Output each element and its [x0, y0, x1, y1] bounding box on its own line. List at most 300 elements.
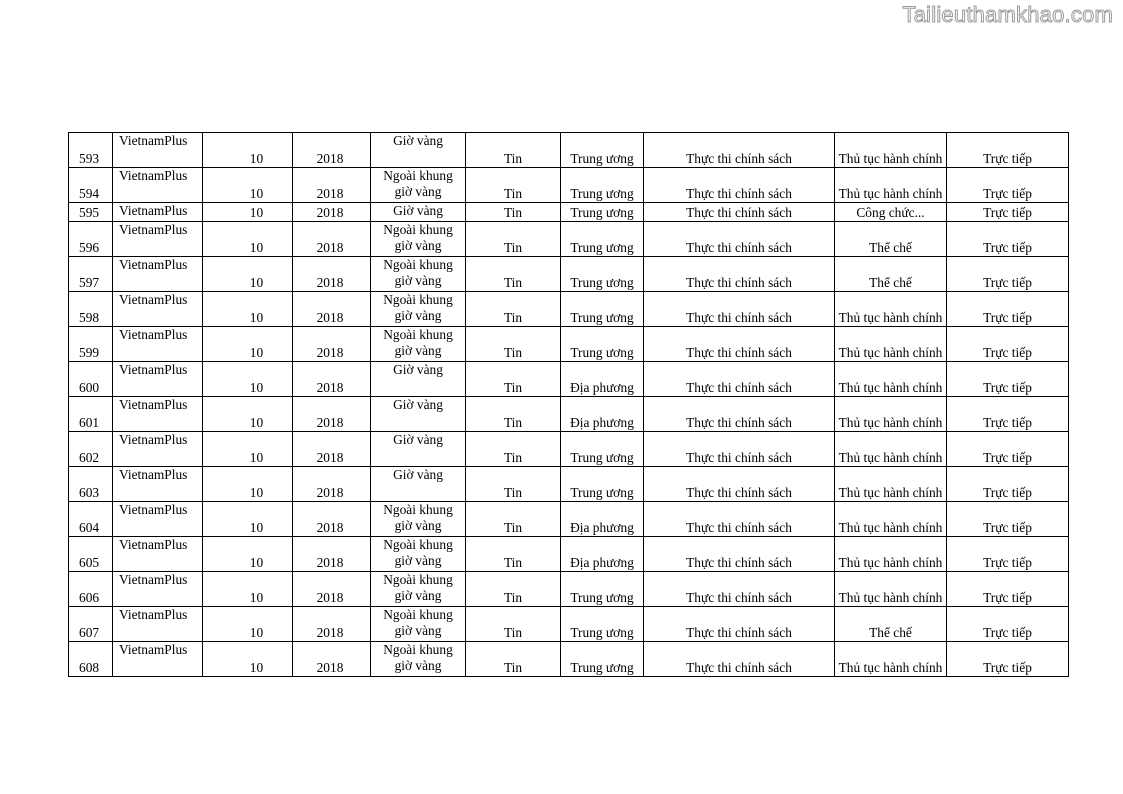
- year-cell: [293, 432, 371, 467]
- type-cell: [466, 502, 561, 537]
- topic-cell: [835, 397, 947, 432]
- topic: Công chức...: [856, 205, 925, 220]
- row-number: 597: [79, 275, 100, 290]
- government-level: Địa phương: [570, 520, 634, 535]
- time-slot-cell: [371, 168, 466, 203]
- policy-field: Thực thi chính sách: [686, 485, 792, 500]
- topic-cell: [835, 537, 947, 572]
- month-cell: [203, 642, 293, 677]
- row-number: 598: [79, 310, 100, 325]
- time-slot: Giờ vàng: [393, 362, 443, 377]
- source-name: VietnamPlus: [119, 397, 188, 412]
- form-cell: [947, 203, 1069, 222]
- government-level: Trung ương: [570, 310, 634, 325]
- source-name: VietnamPlus: [119, 133, 188, 148]
- level-cell: [561, 397, 644, 432]
- government-level: Trung ương: [570, 345, 634, 360]
- row-number: 599: [79, 345, 100, 360]
- year-cell: [293, 203, 371, 222]
- time-slot-cell: [371, 292, 466, 327]
- row-number-cell: [69, 432, 113, 467]
- month-cell: [203, 362, 293, 397]
- policy-field: Thực thi chính sách: [686, 186, 792, 201]
- table-row: [69, 257, 1069, 292]
- month-value: 10: [249, 205, 264, 220]
- year-cell: [293, 327, 371, 362]
- month-cell: [203, 502, 293, 537]
- source-name: VietnamPlus: [119, 168, 188, 183]
- level-cell: [561, 292, 644, 327]
- source-cell: [113, 327, 203, 362]
- government-level: Trung ương: [570, 450, 634, 465]
- year-value: 2018: [316, 345, 344, 360]
- field-cell: [644, 168, 835, 203]
- topic: Thủ tục hành chính: [838, 345, 943, 360]
- topic-cell: [835, 168, 947, 203]
- level-cell: [561, 168, 644, 203]
- source-cell: [113, 642, 203, 677]
- row-number: 604: [79, 520, 100, 535]
- level-cell: [561, 502, 644, 537]
- time-slot: Ngoài khung giờ vàng: [383, 607, 453, 638]
- government-level: Địa phương: [570, 415, 634, 430]
- delivery-form: Trực tiếp: [983, 151, 1032, 166]
- year-cell: [293, 607, 371, 642]
- government-level: Trung ương: [570, 590, 634, 605]
- policy-field: Thực thi chính sách: [686, 380, 792, 395]
- table-row: [69, 133, 1069, 168]
- source-name: VietnamPlus: [119, 642, 188, 657]
- month-cell: [203, 327, 293, 362]
- row-number: 595: [79, 205, 100, 220]
- field-cell: [644, 222, 835, 257]
- month-cell: [203, 607, 293, 642]
- type-cell: [466, 203, 561, 222]
- article-type: Tin: [503, 240, 523, 255]
- row-number: 606: [79, 590, 100, 605]
- year-cell: [293, 537, 371, 572]
- source-name: VietnamPlus: [119, 537, 188, 552]
- policy-field: Thực thi chính sách: [686, 415, 792, 430]
- topic: Thủ tục hành chính: [838, 310, 943, 325]
- month-value: 10: [249, 660, 264, 675]
- month-value: 10: [249, 485, 264, 500]
- row-number-cell: [69, 257, 113, 292]
- article-type: Tin: [503, 590, 523, 605]
- article-type: Tin: [503, 205, 523, 220]
- time-slot: Giờ vàng: [393, 432, 443, 447]
- row-number-cell: [69, 292, 113, 327]
- table-row: [69, 642, 1069, 677]
- field-cell: [644, 432, 835, 467]
- topic-cell: [835, 133, 947, 168]
- row-number-cell: [69, 168, 113, 203]
- row-number: 594: [79, 186, 100, 201]
- year-cell: [293, 467, 371, 502]
- source-name: VietnamPlus: [119, 203, 188, 218]
- time-slot-cell: [371, 327, 466, 362]
- month-value: 10: [249, 380, 264, 395]
- row-number: 596: [79, 240, 100, 255]
- government-level: Trung ương: [570, 151, 634, 166]
- year-value: 2018: [316, 590, 344, 605]
- delivery-form: Trực tiếp: [983, 380, 1032, 395]
- article-type: Tin: [503, 275, 523, 290]
- time-slot-cell: [371, 397, 466, 432]
- row-number-cell: [69, 327, 113, 362]
- time-slot: Giờ vàng: [393, 397, 443, 412]
- time-slot-cell: [371, 257, 466, 292]
- source-cell: [113, 292, 203, 327]
- year-value: 2018: [316, 625, 344, 640]
- watermark: Tailieuthamkhao.com: [902, 2, 1113, 27]
- row-number: 601: [79, 415, 100, 430]
- field-cell: [644, 467, 835, 502]
- article-type: Tin: [503, 380, 523, 395]
- topic-cell: [835, 257, 947, 292]
- month-cell: [203, 168, 293, 203]
- form-cell: [947, 502, 1069, 537]
- delivery-form: Trực tiếp: [983, 590, 1032, 605]
- topic: Thủ tục hành chính: [838, 660, 943, 675]
- delivery-form: Trực tiếp: [983, 450, 1032, 465]
- type-cell: [466, 397, 561, 432]
- year-value: 2018: [316, 660, 344, 675]
- topic: Thủ tục hành chính: [838, 555, 943, 570]
- month-cell: [203, 257, 293, 292]
- data-table: [68, 132, 1069, 677]
- year-cell: [293, 222, 371, 257]
- topic: Thủ tục hành chính: [838, 151, 943, 166]
- form-cell: [947, 292, 1069, 327]
- time-slot-cell: [371, 432, 466, 467]
- source-name: VietnamPlus: [119, 467, 188, 482]
- field-cell: [644, 537, 835, 572]
- government-level: Trung ương: [570, 240, 634, 255]
- government-level: Trung ương: [570, 205, 634, 220]
- month-value: 10: [249, 555, 264, 570]
- field-cell: [644, 292, 835, 327]
- time-slot-cell: [371, 467, 466, 502]
- year-cell: [293, 168, 371, 203]
- month-value: 10: [249, 520, 264, 535]
- source-cell: [113, 432, 203, 467]
- row-number-cell: [69, 467, 113, 502]
- policy-field: Thực thi chính sách: [686, 151, 792, 166]
- form-cell: [947, 133, 1069, 168]
- policy-field: Thực thi chính sách: [686, 555, 792, 570]
- time-slot-cell: [371, 362, 466, 397]
- article-type: Tin: [503, 186, 523, 201]
- time-slot: Giờ vàng: [393, 203, 443, 218]
- time-slot-cell: [371, 502, 466, 537]
- type-cell: [466, 222, 561, 257]
- row-number: 593: [79, 151, 100, 166]
- policy-field: Thực thi chính sách: [686, 275, 792, 290]
- year-cell: [293, 502, 371, 537]
- row-number-cell: [69, 572, 113, 607]
- year-value: 2018: [316, 240, 344, 255]
- source-name: VietnamPlus: [119, 292, 188, 307]
- topic-cell: [835, 362, 947, 397]
- row-number-cell: [69, 642, 113, 677]
- type-cell: [466, 642, 561, 677]
- topic: Thủ tục hành chính: [838, 485, 943, 500]
- time-slot-cell: [371, 537, 466, 572]
- month-value: 10: [249, 625, 264, 640]
- row-number: 603: [79, 485, 100, 500]
- form-cell: [947, 327, 1069, 362]
- year-value: 2018: [316, 310, 344, 325]
- government-level: Trung ương: [570, 625, 634, 640]
- row-number-cell: [69, 222, 113, 257]
- row-number: 608: [79, 660, 100, 675]
- topic: Thể chế: [869, 275, 912, 290]
- form-cell: [947, 537, 1069, 572]
- type-cell: [466, 168, 561, 203]
- topic-cell: [835, 607, 947, 642]
- year-value: 2018: [316, 520, 344, 535]
- time-slot: Ngoài khung giờ vàng: [383, 327, 453, 358]
- topic: Thể chế: [869, 625, 912, 640]
- type-cell: [466, 292, 561, 327]
- policy-field: Thực thi chính sách: [686, 240, 792, 255]
- source-cell: [113, 537, 203, 572]
- source-name: VietnamPlus: [119, 257, 188, 272]
- row-number: 600: [79, 380, 100, 395]
- type-cell: [466, 572, 561, 607]
- topic-cell: [835, 327, 947, 362]
- month-cell: [203, 292, 293, 327]
- type-cell: [466, 362, 561, 397]
- topic: Thủ tục hành chính: [838, 186, 943, 201]
- article-type: Tin: [503, 660, 523, 675]
- topic-cell: [835, 203, 947, 222]
- source-cell: [113, 397, 203, 432]
- delivery-form: Trực tiếp: [983, 555, 1032, 570]
- month-value: 10: [249, 240, 264, 255]
- source-cell: [113, 467, 203, 502]
- delivery-form: Trực tiếp: [983, 345, 1032, 360]
- type-cell: [466, 327, 561, 362]
- table-row: [69, 432, 1069, 467]
- delivery-form: Trực tiếp: [983, 520, 1032, 535]
- delivery-form: Trực tiếp: [983, 275, 1032, 290]
- type-cell: [466, 432, 561, 467]
- month-cell: [203, 467, 293, 502]
- topic-cell: [835, 572, 947, 607]
- form-cell: [947, 168, 1069, 203]
- policy-field: Thực thi chính sách: [686, 520, 792, 535]
- time-slot: Ngoài khung giờ vàng: [383, 502, 453, 533]
- topic: Thủ tục hành chính: [838, 520, 943, 535]
- policy-field: Thực thi chính sách: [686, 590, 792, 605]
- row-number: 605: [79, 555, 100, 570]
- level-cell: [561, 327, 644, 362]
- source-cell: [113, 362, 203, 397]
- table-row: [69, 292, 1069, 327]
- form-cell: [947, 607, 1069, 642]
- field-cell: [644, 133, 835, 168]
- level-cell: [561, 203, 644, 222]
- source-name: VietnamPlus: [119, 502, 188, 517]
- table-row: [69, 607, 1069, 642]
- year-cell: [293, 397, 371, 432]
- source-cell: [113, 502, 203, 537]
- form-cell: [947, 397, 1069, 432]
- form-cell: [947, 432, 1069, 467]
- month-cell: [203, 222, 293, 257]
- type-cell: [466, 133, 561, 168]
- field-cell: [644, 397, 835, 432]
- level-cell: [561, 222, 644, 257]
- source-cell: [113, 607, 203, 642]
- topic-cell: [835, 432, 947, 467]
- delivery-form: Trực tiếp: [983, 625, 1032, 640]
- level-cell: [561, 133, 644, 168]
- topic: Thủ tục hành chính: [838, 590, 943, 605]
- month-value: 10: [249, 310, 264, 325]
- year-cell: [293, 133, 371, 168]
- time-slot-cell: [371, 133, 466, 168]
- topic: Thủ tục hành chính: [838, 415, 943, 430]
- field-cell: [644, 327, 835, 362]
- row-number-cell: [69, 362, 113, 397]
- table-row: [69, 168, 1069, 203]
- article-type: Tin: [503, 450, 523, 465]
- article-type: Tin: [503, 485, 523, 500]
- year-value: 2018: [316, 186, 344, 201]
- time-slot: Ngoài khung giờ vàng: [383, 222, 453, 253]
- article-type: Tin: [503, 415, 523, 430]
- topic-cell: [835, 467, 947, 502]
- field-cell: [644, 607, 835, 642]
- month-cell: [203, 133, 293, 168]
- level-cell: [561, 537, 644, 572]
- topic: Thủ tục hành chính: [838, 380, 943, 395]
- topic: Thủ tục hành chính: [838, 450, 943, 465]
- month-cell: [203, 432, 293, 467]
- row-number-cell: [69, 537, 113, 572]
- time-slot: Ngoài khung giờ vàng: [383, 642, 453, 673]
- policy-field: Thực thi chính sách: [686, 625, 792, 640]
- time-slot: Giờ vàng: [393, 133, 443, 148]
- source-cell: [113, 203, 203, 222]
- article-type: Tin: [503, 625, 523, 640]
- year-cell: [293, 257, 371, 292]
- time-slot-cell: [371, 607, 466, 642]
- article-type: Tin: [503, 345, 523, 360]
- month-value: 10: [249, 186, 264, 201]
- source-name: VietnamPlus: [119, 572, 188, 587]
- government-level: Địa phương: [570, 555, 634, 570]
- article-type: Tin: [503, 310, 523, 325]
- source-name: VietnamPlus: [119, 607, 188, 622]
- level-cell: [561, 257, 644, 292]
- article-type: Tin: [503, 555, 523, 570]
- form-cell: [947, 222, 1069, 257]
- topic-cell: [835, 502, 947, 537]
- delivery-form: Trực tiếp: [983, 415, 1032, 430]
- source-name: VietnamPlus: [119, 362, 188, 377]
- type-cell: [466, 607, 561, 642]
- form-cell: [947, 572, 1069, 607]
- article-type: Tin: [503, 520, 523, 535]
- table-row: [69, 362, 1069, 397]
- source-cell: [113, 257, 203, 292]
- time-slot-cell: [371, 572, 466, 607]
- table-row: [69, 467, 1069, 502]
- policy-field: Thực thi chính sách: [686, 450, 792, 465]
- row-number: 602: [79, 450, 100, 465]
- delivery-form: Trực tiếp: [983, 660, 1032, 675]
- table-row: [69, 572, 1069, 607]
- field-cell: [644, 362, 835, 397]
- field-cell: [644, 203, 835, 222]
- source-cell: [113, 572, 203, 607]
- month-value: 10: [249, 415, 264, 430]
- government-level: Trung ương: [570, 186, 634, 201]
- article-type: Tin: [503, 151, 523, 166]
- year-value: 2018: [316, 205, 344, 220]
- year-value: 2018: [316, 485, 344, 500]
- year-value: 2018: [316, 275, 344, 290]
- row-number-cell: [69, 502, 113, 537]
- month-value: 10: [249, 590, 264, 605]
- form-cell: [947, 257, 1069, 292]
- policy-field: Thực thi chính sách: [686, 660, 792, 675]
- delivery-form: Trực tiếp: [983, 310, 1032, 325]
- table-row: [69, 397, 1069, 432]
- table-row: [69, 327, 1069, 362]
- row-number-cell: [69, 607, 113, 642]
- form-cell: [947, 467, 1069, 502]
- delivery-form: Trực tiếp: [983, 240, 1032, 255]
- time-slot: Ngoài khung giờ vàng: [383, 257, 453, 288]
- type-cell: [466, 467, 561, 502]
- year-value: 2018: [316, 555, 344, 570]
- row-number-cell: [69, 397, 113, 432]
- year-cell: [293, 572, 371, 607]
- field-cell: [644, 257, 835, 292]
- table-body: [69, 133, 1069, 677]
- type-cell: [466, 537, 561, 572]
- policy-field: Thực thi chính sách: [686, 205, 792, 220]
- year-value: 2018: [316, 415, 344, 430]
- topic: Thể chế: [869, 240, 912, 255]
- topic-cell: [835, 642, 947, 677]
- table-row: [69, 502, 1069, 537]
- month-value: 10: [249, 151, 264, 166]
- year-cell: [293, 362, 371, 397]
- government-level: Trung ương: [570, 485, 634, 500]
- source-cell: [113, 168, 203, 203]
- time-slot: Ngoài khung giờ vàng: [383, 572, 453, 603]
- topic-cell: [835, 222, 947, 257]
- time-slot: Ngoài khung giờ vàng: [383, 168, 453, 199]
- source-name: VietnamPlus: [119, 222, 188, 237]
- year-value: 2018: [316, 450, 344, 465]
- time-slot: Ngoài khung giờ vàng: [383, 537, 453, 568]
- source-cell: [113, 133, 203, 168]
- month-value: 10: [249, 450, 264, 465]
- row-number-cell: [69, 203, 113, 222]
- source-name: VietnamPlus: [119, 432, 188, 447]
- month-value: 10: [249, 275, 264, 290]
- level-cell: [561, 572, 644, 607]
- table-row: [69, 203, 1069, 222]
- table-row: [69, 222, 1069, 257]
